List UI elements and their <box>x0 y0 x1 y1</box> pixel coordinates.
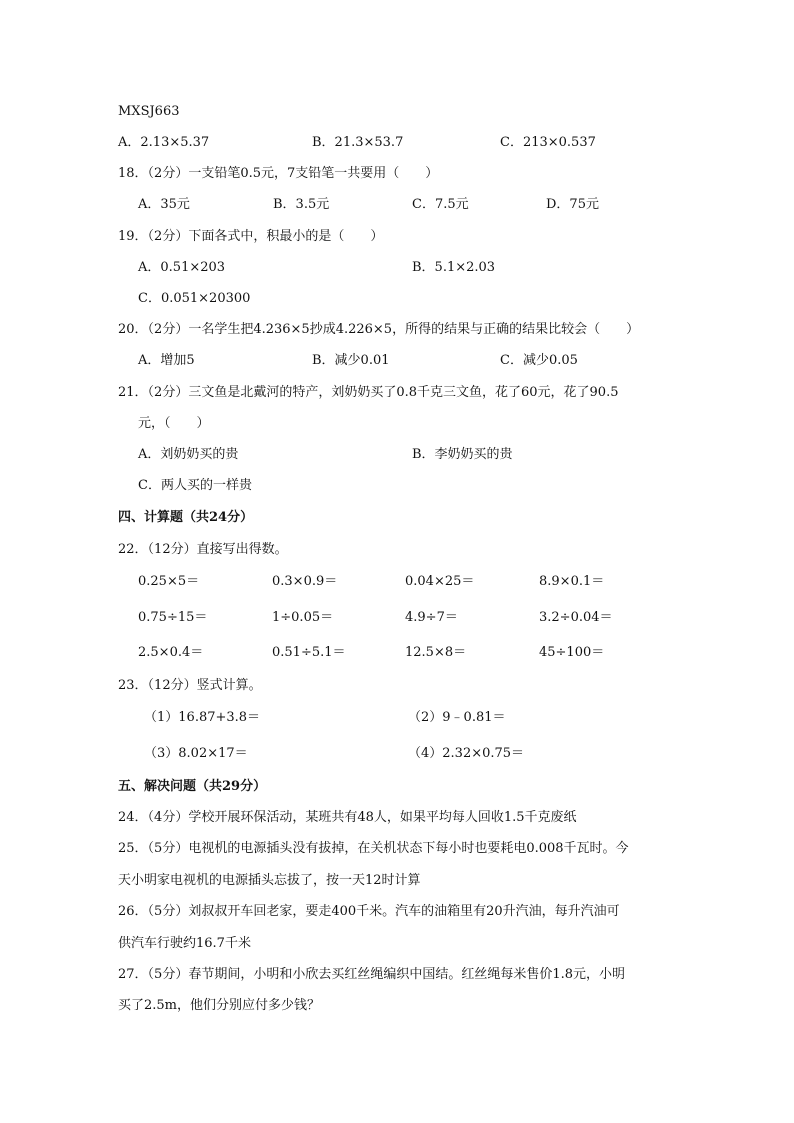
q19-option-a: A．0.51×203 <box>138 260 226 275</box>
q27-line1: 27．（5分）春节期间，小明和小欣去买红丝绳编织中国结。红丝绳每米售价1.8元，小明 <box>118 967 625 982</box>
q20-option-b: B．减少0.01 <box>312 353 390 368</box>
q22-item: 12.5×8＝ <box>405 645 467 660</box>
q22-item: 3.2÷0.04＝ <box>539 610 613 625</box>
q22-item: 0.51÷5.1＝ <box>272 645 346 660</box>
q18-option-c: C．7.5元 <box>412 197 469 212</box>
q21-option-a: A．刘奶奶买的贵 <box>138 447 239 462</box>
q20-option-a: A．增加5 <box>138 353 195 368</box>
q18-option-b: B．3.5元 <box>273 197 330 212</box>
q21-option-c: C．两人买的一样贵 <box>138 478 252 493</box>
q23-stem: 23．（12分）竖式计算。 <box>118 678 262 693</box>
q20-stem: 20．（2分）一名学生把4.236×5抄成4.226×5，所得的结果与正确的结果比较会（ ） <box>118 322 640 337</box>
q22-stem: 22．（12分）直接写出得数。 <box>118 542 288 557</box>
q18-stem: 18．（2分）一支铅笔0.5元，7支铅笔一共要用（ ） <box>118 166 439 181</box>
q17-option-c: C．213×0.537 <box>500 135 596 150</box>
q22-item: 8.9×0.1＝ <box>539 574 605 589</box>
q22-item: 2.5×0.4＝ <box>138 645 204 660</box>
q19-stem: 19．（2分）下面各式中，积最小的是（ ） <box>118 229 384 244</box>
q23-item-3: （3）8.02×17＝ <box>144 746 248 761</box>
q22-item: 0.25×5＝ <box>138 574 200 589</box>
q27-line2: 买了2.5m，他们分别应付多少钱？ <box>118 998 321 1013</box>
q22-item: 4.9÷7＝ <box>405 610 458 625</box>
header-code: MXSJ663 <box>118 104 180 119</box>
q19-option-c: C．0.051×20300 <box>138 291 251 306</box>
q22-item: 1÷0.05＝ <box>272 610 334 625</box>
q22-item: 0.04×25＝ <box>405 574 475 589</box>
q26-line1: 26．（5分）刘叔叔开车回老家，要走400千米。汽车的油箱里有20升汽油，每升汽油可 <box>118 904 620 919</box>
q21-stem-line2: 元，（ ） <box>138 416 210 431</box>
q20-option-c: C．减少0.05 <box>500 353 578 368</box>
q22-item: 0.3×0.9＝ <box>272 574 338 589</box>
q23-item-4: （4）2.32×0.75＝ <box>408 746 525 761</box>
q18-option-d: D．75元 <box>546 197 599 212</box>
q17-option-b: B．21.3×53.7 <box>312 135 404 150</box>
q26-line2: 供汽车行驶约16.7千米 <box>118 936 251 951</box>
q22-item: 45÷100＝ <box>539 645 605 660</box>
section-5-title: 五、解决问题（共29分） <box>118 779 267 794</box>
q21-stem-line1: 21．（2分）三文鱼是北戴河的特产，刘奶奶买了0.8千克三文鱼，花了60元，花了90.5 <box>118 385 619 400</box>
q21-option-b: B．李奶奶买的贵 <box>412 447 513 462</box>
q17-option-a: A．2.13×5.37 <box>118 135 210 150</box>
q25-line1: 25．（5分）电视机的电源插头没有拔掉，在关机状态下每小时也要耗电0.008千瓦时。今 <box>118 841 629 856</box>
q19-option-b: B．5.1×2.03 <box>412 260 496 275</box>
q22-item: 0.75÷15＝ <box>138 610 208 625</box>
q18-option-a: A．35元 <box>138 197 190 212</box>
q25-line2: 天小明家电视机的电源插头忘拔了，按一天12时计算 <box>118 873 421 888</box>
q24-line1: 24．（4分）学校开展环保活动，某班共有48人，如果平均每人回收1.5千克废纸 <box>118 810 577 825</box>
q23-item-2: （2）9﹣0.81＝ <box>408 710 506 725</box>
q23-item-1: （1）16.87+3.8＝ <box>144 710 261 725</box>
section-4-title: 四、计算题（共24分） <box>118 510 254 525</box>
